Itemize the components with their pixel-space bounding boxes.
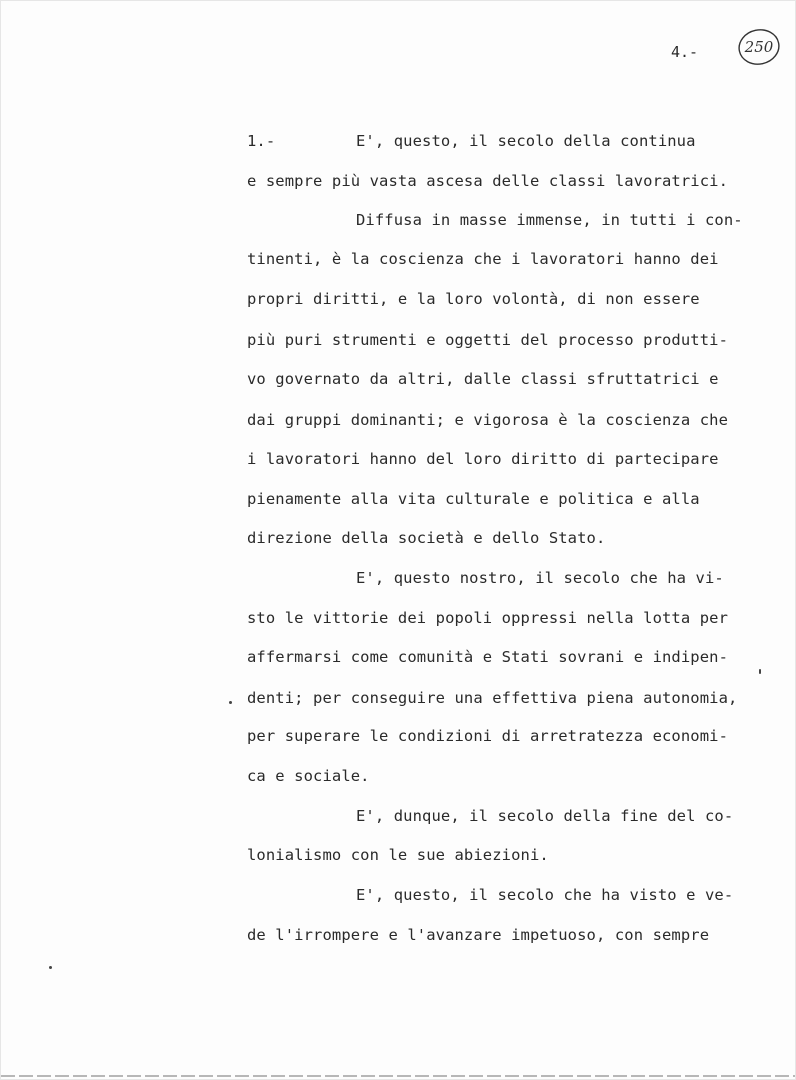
- page-number: 4.-: [671, 43, 699, 61]
- text-line: i lavoratori hanno del loro diritto di partecipare: [247, 450, 719, 468]
- text-line: pienamente alla vita culturale e politica e alla: [247, 490, 700, 508]
- text-line: E', questo nostro, il secolo che ha vi-: [356, 569, 724, 587]
- text-line: propri diritti, e la loro volontà, di non essere: [247, 290, 700, 308]
- paper-speck: [229, 701, 232, 704]
- text-line: vo governato da altri, dalle classi sfruttatrici e: [247, 370, 719, 388]
- text-line: sto le vittorie dei popoli oppressi nella lotta per: [247, 609, 729, 627]
- text-line: de l'irrompere e l'avanzare impetuoso, con sempre: [247, 926, 710, 944]
- text-line: affermarsi come comunità e Stati sovrani e indipen-: [247, 648, 729, 666]
- page-bottom-edge: [1, 1075, 796, 1077]
- text-line: E', dunque, il secolo della fine del co-: [356, 807, 734, 825]
- text-line: e sempre più vasta ascesa delle classi lavoratrici.: [247, 172, 729, 190]
- text-line: E', questo, il secolo della continua: [356, 132, 696, 150]
- paper-speck: [49, 966, 52, 969]
- paper-speck: [759, 669, 761, 674]
- archive-stamp-icon: [735, 25, 783, 69]
- text-line: più puri strumenti e oggetti del processo produtti-: [247, 331, 729, 349]
- text-line: direzione della società e dello Stato.: [247, 529, 606, 547]
- section-marker: 1.-: [247, 132, 276, 150]
- text-line: dai gruppi dominanti; e vigorosa è la coscienza che: [247, 411, 729, 429]
- text-line: denti; per conseguire una effettiva piena autonomia,: [247, 689, 738, 707]
- stamp-number: 250: [744, 38, 774, 56]
- text-line: E', questo, il secolo che ha visto e ve-: [356, 886, 734, 904]
- text-line: tinenti, è la coscienza che i lavoratori hanno dei: [247, 250, 719, 268]
- text-line: ca e sociale.: [247, 767, 370, 785]
- text-line: Diffusa in masse immense, in tutti i con-: [356, 211, 743, 229]
- text-line: per superare le condizioni di arretratezza economi-: [247, 727, 729, 745]
- text-line: lonialismo con le sue abiezioni.: [247, 846, 549, 864]
